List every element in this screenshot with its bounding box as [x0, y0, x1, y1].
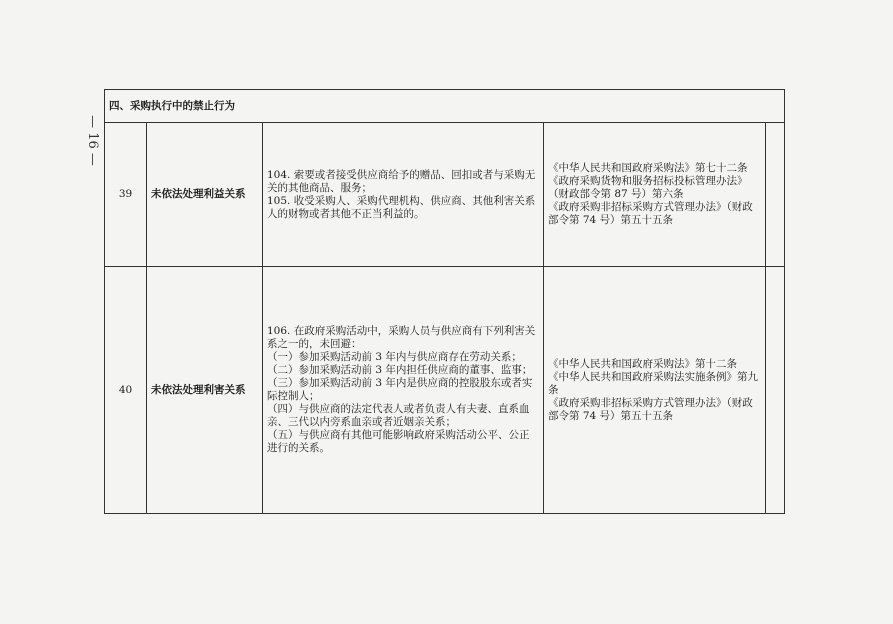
page-number [80, 100, 104, 180]
legal-basis-item: 《政府采购货物和服务招标投标管理办法》（财政部令第 87 号）第六条 [548, 175, 748, 200]
row-number: 40 [105, 267, 147, 514]
rules-table [104, 89, 785, 514]
behavior-item: （二）参加采购活动前 3 年内担任供应商的董事、监事； [267, 364, 533, 376]
section-title: 四、采购执行中的禁止行为 [105, 90, 785, 123]
row-number: 39 [105, 123, 147, 267]
remark-cell [766, 123, 785, 267]
page-number-text: — 16 — [84, 114, 100, 166]
legal-basis-item: 《中华人民共和国政府采购法》第七十二条 [548, 162, 748, 174]
behavior-item: 105. 收受采购人、采购代理机构、供应商、其他利害关系人的财物或者其他不正当利益的。 [267, 194, 536, 220]
table-row [105, 267, 785, 514]
behavior-item: （五）与供应商有其他可能影响政府采购活动公平、公正进行的关系。 [267, 429, 530, 454]
behavior-item: （一）参加采购活动前 3 年内与供应商存在劳动关系； [267, 351, 522, 363]
legal-basis-cell [544, 123, 766, 267]
remark-cell [766, 267, 785, 514]
behavior-item: 104. 索要或者接受供应商给予的赠品、回扣或者与采购无关的其他商品、服务； [267, 168, 536, 194]
item-name: 未依法处理利益关系 [147, 123, 263, 267]
legal-basis-cell [544, 267, 766, 514]
section-header-row [105, 90, 785, 123]
legal-basis-item: 《政府采购非招标采购方式管理办法》（财政部令第 74 号）第五十五条 [548, 396, 753, 422]
legal-basis-item: 《中华人民共和国政府采购法实施条例》第九条 [548, 370, 758, 396]
table-row [105, 123, 785, 267]
behavior-item: 106. 在政府采购活动中，采购人员与供应商有下列利害关系之一的，未回避： [267, 325, 536, 350]
item-name: 未依法处理利害关系 [147, 267, 263, 514]
behavior-item: （四）与供应商的法定代表人或者负责人有夫妻、直系血亲、三代以内旁系血亲或者近姻亲关系； [267, 403, 530, 428]
legal-basis-item: 《政府采购非招标采购方式管理办法》（财政部令第 74 号）第五十五条 [548, 201, 753, 226]
behavior-item: （三）参加采购活动前 3 年内是供应商的控股股东或者实际控制人； [267, 377, 533, 402]
legal-basis-item: 《中华人民共和国政府采购法》第十二条 [548, 357, 737, 370]
behavior-cell [263, 267, 544, 514]
behavior-cell [263, 123, 544, 267]
